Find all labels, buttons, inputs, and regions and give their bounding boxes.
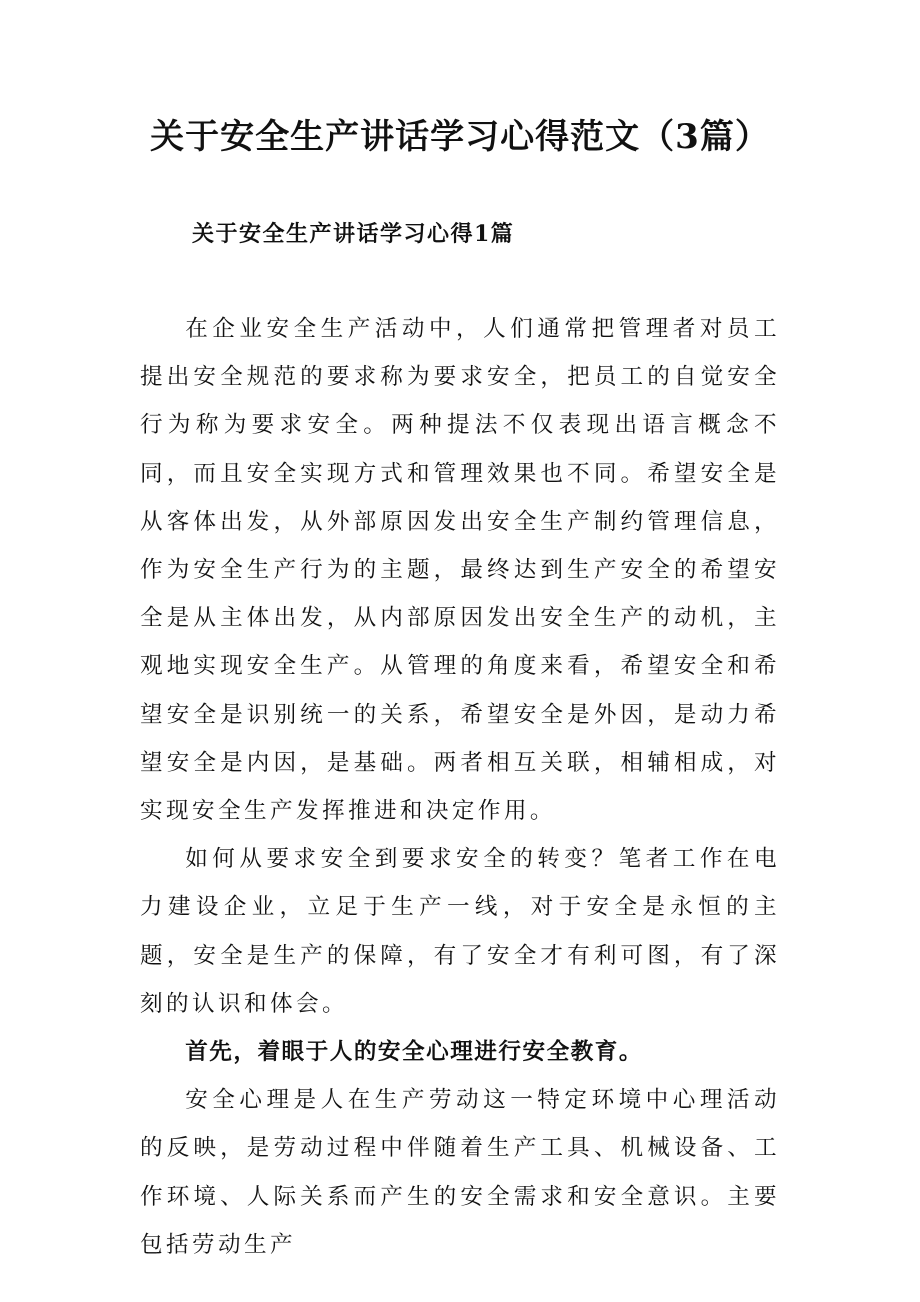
paragraph-4: 安全心理是人在生产劳动这一特定环境中心理活动的反映，是劳动过程中伴随着生产工具、机械设备、工作环境、人际关系而产生的安全需求和安全意识。主要包括劳动生产 [140, 1087, 780, 1258]
paragraph-2: 如何从要求安全到要求安全的转变？笔者工作在电力建设企业，立足于生产一线，对于安全是永恒的主题，安全是生产的保障，有了安全才有利可图，有了深刻的认识和体会。 [140, 846, 780, 1017]
body-text [140, 305, 780, 1269]
section-heading: 关于安全生产讲话学习心得1篇 [192, 221, 515, 247]
paragraph-1: 在企业安全生产活动中，人们通常把管理者对员工提出安全规范的要求称为要求安全，把员工的自觉安全行为称为要求安全。两种提法不仅表现出语言概念不同，而且安全实现方式和管理效果也不同。希望安全是从客体出发，从外部原因发出安全生产制约管理信息，作为安全生产行为的主题，最终达到生产安全的希望安全是从主体出发，从内部原因发出安全生产的动机，主观地实现安全生产。从管理的角度来看，希望安全和希望安全是识别统一的关系，希望安全是外因，是动力希望安全是内因，是基础。两者相互关联，相辅相成，对实现安全生产发挥推进和决定作用。 [140, 316, 780, 825]
paragraph-3-bold-heading: 首先，着眼于人的安全心理进行安全教育。 [185, 1039, 643, 1066]
document-title: 关于安全生产讲话学习心得范文（3篇） [150, 117, 770, 157]
